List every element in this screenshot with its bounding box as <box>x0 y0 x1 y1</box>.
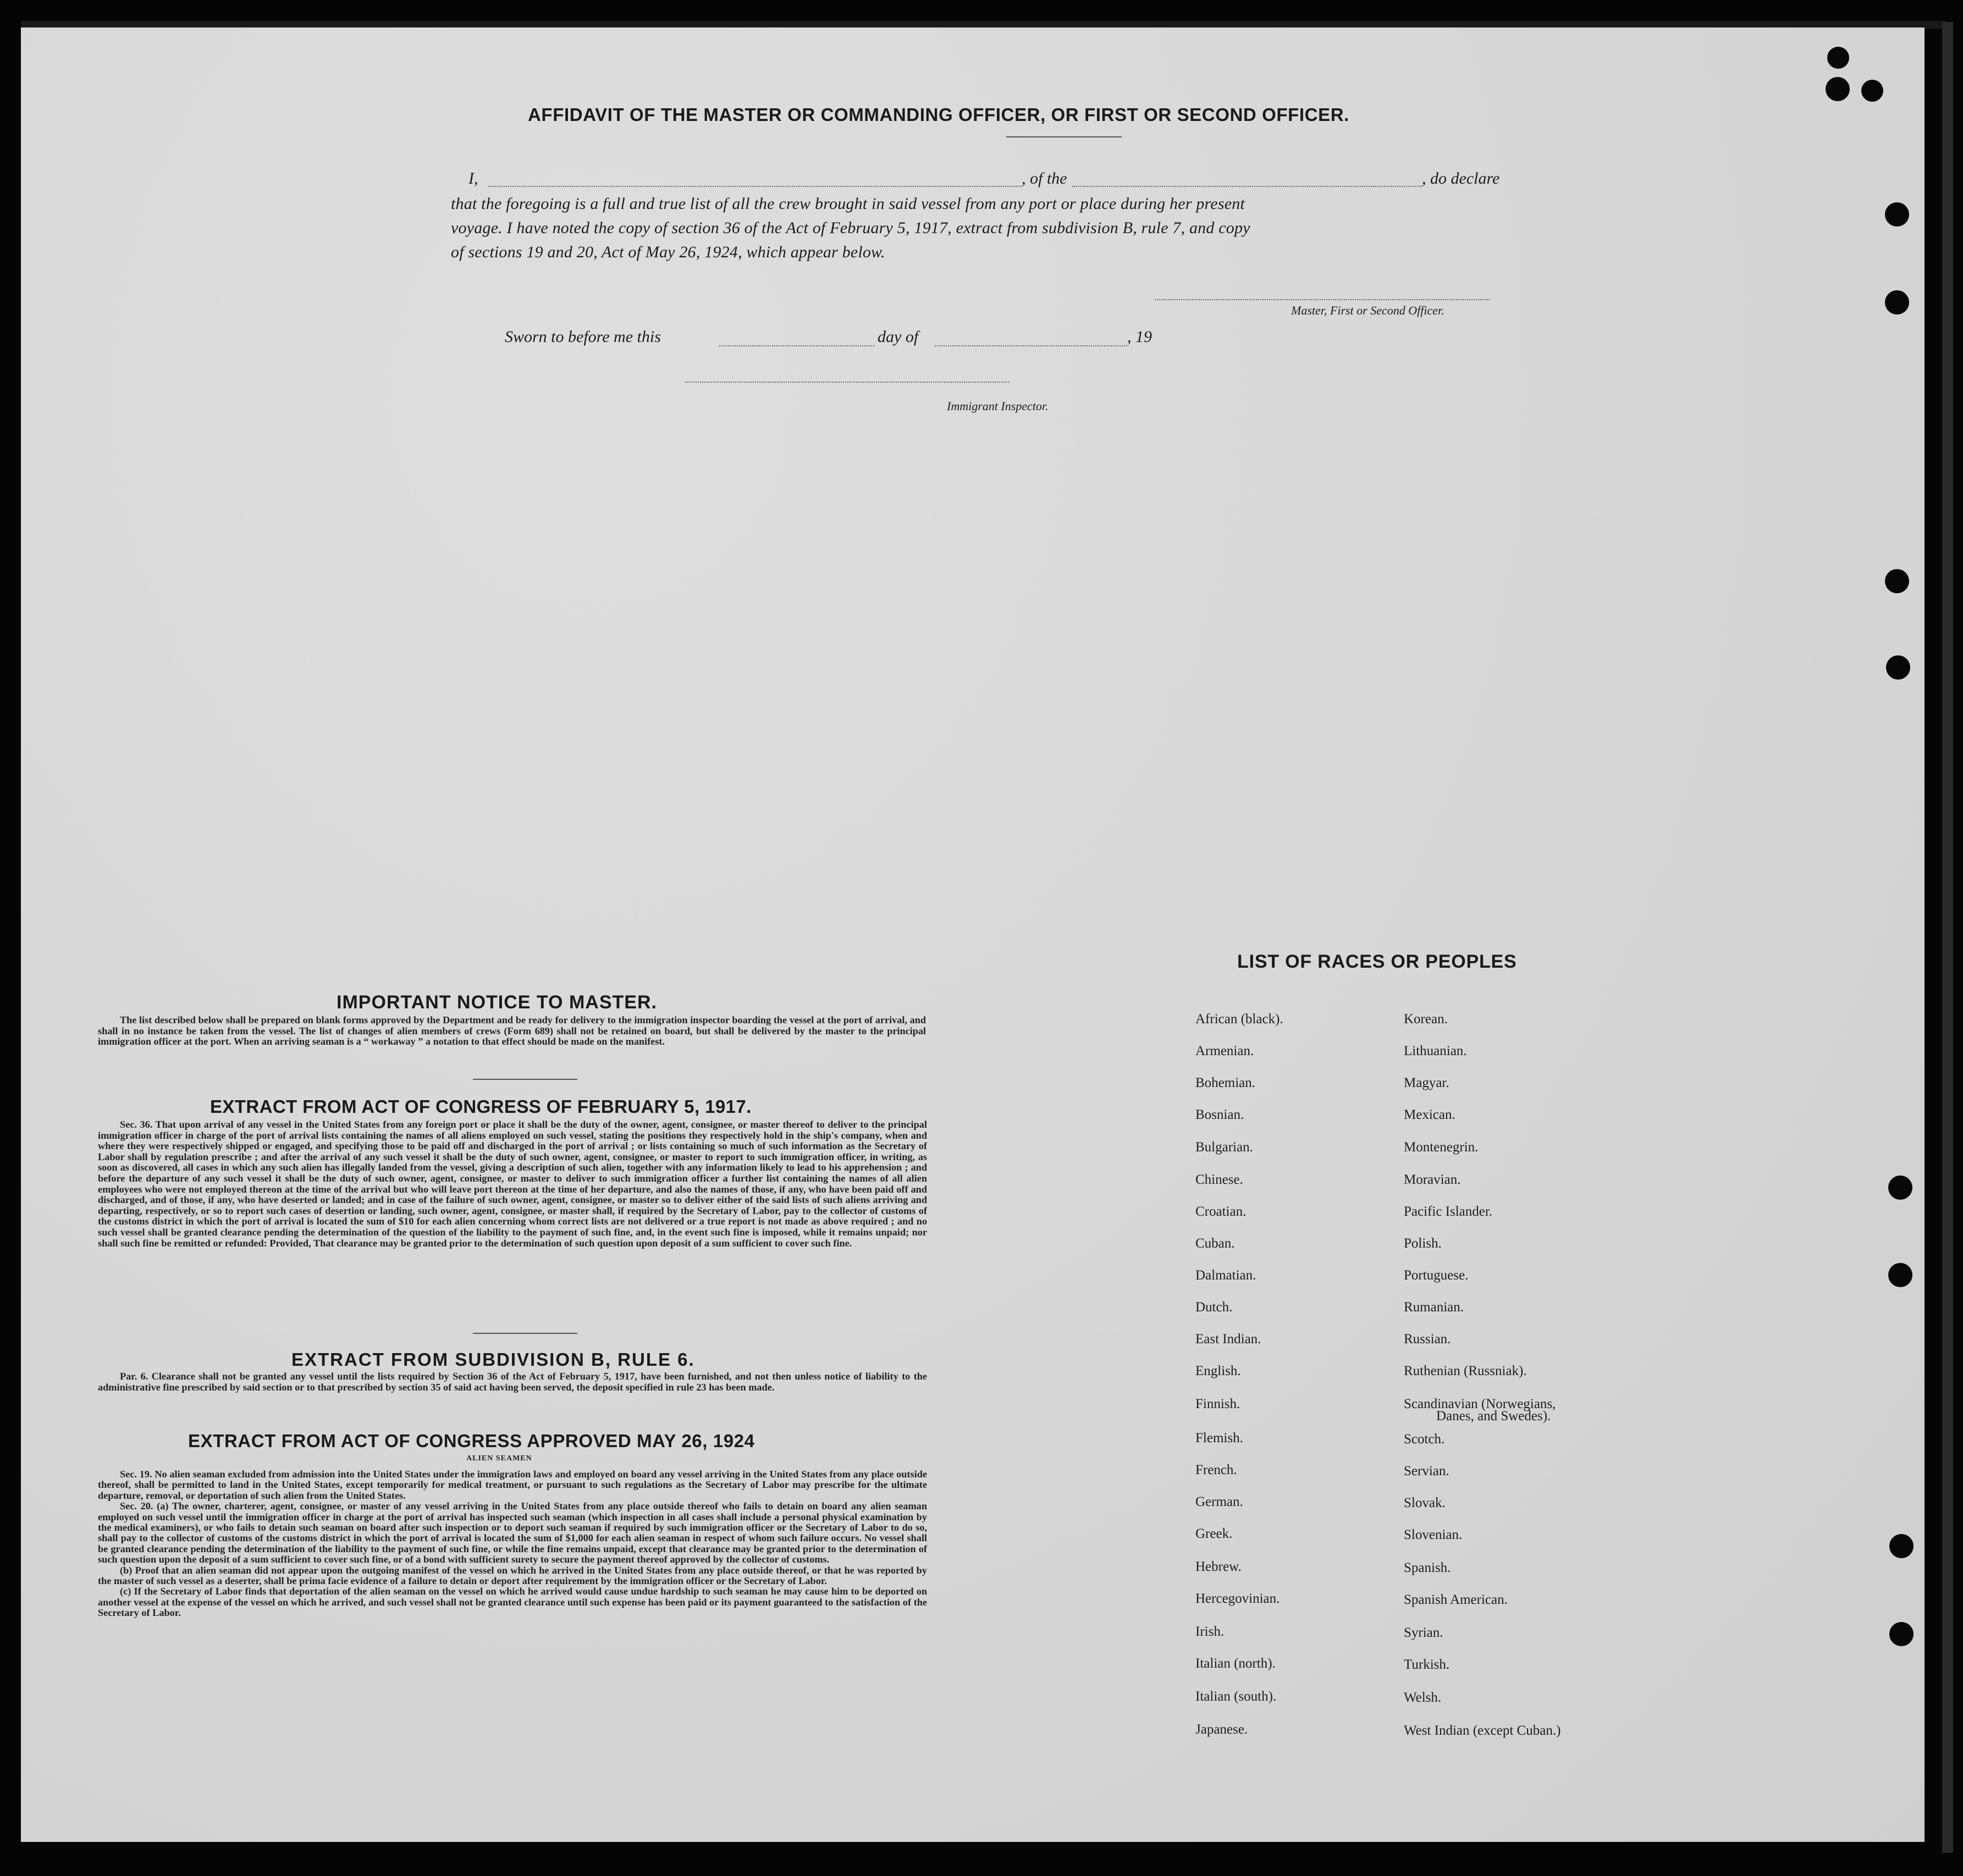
punch-hole <box>1889 1534 1914 1558</box>
race-item: German. <box>1195 1494 1243 1509</box>
alien-seamen-subtitle: ALIEN SEAMEN <box>466 1454 532 1463</box>
inspector-signature-field[interactable] <box>685 382 1009 383</box>
race-item: Servian. <box>1404 1464 1449 1478</box>
notice-rule <box>473 1079 577 1080</box>
race-item: Rumanian. <box>1404 1300 1464 1315</box>
race-item: Irish. <box>1195 1624 1225 1639</box>
notice-body <box>98 1015 926 1047</box>
race-item: Bohemian. <box>1195 1075 1256 1090</box>
affidavit-line-2: that the foregoing is a full and true list of all the crew brought in said vessel from any port or place during her present <box>451 195 1245 213</box>
punch-hole <box>1827 47 1849 69</box>
race-item: African (black). <box>1195 1012 1283 1027</box>
race-item: Slovenian. <box>1404 1527 1463 1542</box>
punch-hole <box>1826 77 1850 101</box>
sworn-year-label: , 19 <box>1127 328 1152 346</box>
race-item: Spanish American. <box>1404 1592 1508 1607</box>
race-item: Syrian. <box>1404 1625 1443 1640</box>
punch-hole <box>1886 655 1910 680</box>
race-item: West Indian (except Cuban.) <box>1404 1723 1561 1738</box>
race-item: Italian (north). <box>1195 1656 1276 1671</box>
race-item: Moravian. <box>1404 1172 1461 1187</box>
affidavit-i-label: I, <box>468 169 478 187</box>
extract-1924-body <box>98 1469 927 1619</box>
race-item: Scandinavian (Norwegians, <box>1404 1397 1556 1411</box>
affidavit-title: AFFIDAVIT OF THE MASTER OR COMMANDING OFFICER, OR FIRST OR SECOND OFFICER. <box>528 104 1349 125</box>
race-item: Cuban. <box>1195 1236 1235 1251</box>
race-item: Dutch. <box>1195 1300 1233 1315</box>
punch-hole <box>1885 290 1909 314</box>
sec-20b-text: (b) Proof that an alien seaman did not appear upon the outgoing manifest of the vessel on which he arrived in the United States from any place outside thereof, or that he was reported by the master of such vessel as a deserter, shall be prima facie evidence of a failure to detain or deport after requirement by the immigration officer or the Secretary of Labor. <box>98 1564 927 1587</box>
sec-36-text: Sec. 36. That upon arrival of any vessel in the United States from any foreign port or place it shall be the duty of the owner, agent, consignee, or master thereof to deliver to the principal immigration officer in charge of the port of arrival lists containing the names of all aliens employed on such vessel, stating the positions they respectively hold in the ship's company, when and where they were respectively shipped or engaged, and specifying those to be paid off and discharged in the port of arrival ; or lists containing so much of such information as the Secretary of Labor shall by regulation prescribe ; and after the arrival of any such vessel it shall be the duty of such owner, agent, consignee, or master to report to such immigration officer, in writing, as soon as discovered, all cases in which any such alien has illegally landed from the vessel, giving a description of such alien, together with any information likely to lead to his apprehension ; and before the departure of any such vessel it shall be the duty of such owner, agent, consignee, or master to deliver to such immigration officer a further list containing the names of all alien employees who were not employed thereon at the time of the arrival but who will leave port thereon at the time of her departure, and also the names of those, if any, who have been paid off and discharged, and of those, if any, who have deserted or landed; and in case of the failure of such owner, agent, consignee, or master so to deliver either of the said lists of such aliens arriving and departing, respectively, or so to report such cases of desertion or landing, such owner, agent, consignee, or master shall, if required by the Secretary of Labor, pay to the collector of customs of the customs district in which the port of arrival is located the sum of $10 for each alien concerning whom correct lists are not delivered or a true report is not made as above required ; and no such vessel shall be granted clearance pending the determination of the question of the liability to the payment of such fine, and, in the event such fine is imposed, while it remains unpaid; nor shall such fine be remitted or refunded: Provided, That clearance may be granted prior to the determination of such question upon deposit of a sum sufficient to cover such fine. <box>98 1119 927 1249</box>
race-item: Pacific Islander. <box>1404 1204 1493 1219</box>
do-declare-label: , do declare <box>1422 169 1500 187</box>
inspector-signature-label: Immigrant Inspector. <box>947 399 1049 413</box>
race-continuation: Danes, and Swedes). <box>1436 1409 1551 1423</box>
race-item: Finnish. <box>1195 1397 1240 1411</box>
punch-hole <box>1888 1263 1912 1287</box>
vessel-name-field[interactable] <box>1072 186 1422 187</box>
par-6-text: Par. 6. Clearance shall not be granted any vessel until the lists required by Section 36 of the Act of February 5, 1917, have been furnished, and not then unless notice of liability to the administrative fine prescribed by said section or to that prescribed by section 35 of said act having been served, the deposit specified in rule 23 has been made. <box>98 1371 927 1393</box>
notice-title: IMPORTANT NOTICE TO MASTER. <box>337 992 657 1013</box>
punch-hole <box>1889 1622 1914 1646</box>
punch-hole <box>1888 1176 1912 1200</box>
name-field[interactable] <box>488 186 1022 187</box>
extract-1917-rule <box>473 1333 577 1334</box>
sec-19-text: Sec. 19. No alien seaman excluded from admission into the United States under the immigration laws and employed on board any vessel arriving in the United States from any place outside thereof, shall be permitted to land in the United States, except temporarily for medical treatment, or pursuant to such regulations as the Secretary of Labor may prescribe for the ultimate departure, removal, or deportation of such alien from the United States. <box>98 1469 927 1501</box>
extract-rule6-title: EXTRACT FROM SUBDIVISION B, RULE 6. <box>291 1349 695 1370</box>
sec-20c-text: (c) If the Secretary of Labor finds that deportation of the alien seaman on the vessel on which he arrived would cause undue hardship to such seaman he may cause him to be deported on another vessel at the expense of the vessel on which he arrived, and such vessel shall not be granted clearance until such expense has been paid or its payment guaranteed to the satisfaction of the Secretary of Labor. <box>98 1586 927 1619</box>
race-item: Dalmatian. <box>1195 1268 1256 1283</box>
master-signature-label: Master, First or Second Officer. <box>1291 304 1444 317</box>
race-item: English. <box>1195 1364 1241 1378</box>
race-item: East Indian. <box>1195 1332 1261 1347</box>
race-item: Mexican. <box>1404 1107 1455 1122</box>
race-item: Polish. <box>1404 1236 1442 1251</box>
race-item: Lithuanian. <box>1404 1044 1467 1058</box>
race-item: Russian. <box>1404 1332 1451 1347</box>
race-item: Korean. <box>1404 1012 1448 1027</box>
race-item: Montenegrin. <box>1404 1140 1479 1155</box>
punch-hole <box>1861 80 1883 102</box>
races-title: LIST OF RACES OR PEOPLES <box>1237 951 1517 972</box>
race-item: Ruthenian (Russniak). <box>1404 1364 1527 1378</box>
race-item: Bosnian. <box>1195 1107 1244 1122</box>
race-item: Chinese. <box>1195 1172 1243 1187</box>
race-item: Slovak. <box>1404 1496 1446 1510</box>
extract-1917-body <box>98 1119 927 1249</box>
race-item: Armenian. <box>1195 1044 1254 1058</box>
race-item: French. <box>1195 1463 1237 1477</box>
affidavit-line-4: of sections 19 and 20, Act of May 26, 1924, which appear below. <box>451 243 885 261</box>
of-the-label: , of the <box>1022 169 1067 187</box>
race-item: Spanish. <box>1404 1560 1451 1575</box>
race-item: Croatian. <box>1195 1204 1247 1219</box>
race-item: Turkish. <box>1404 1657 1450 1672</box>
race-item: Scotch. <box>1404 1432 1445 1447</box>
page-right-edge <box>1942 22 1953 1853</box>
race-item: Welsh. <box>1404 1690 1442 1705</box>
race-item: Hercegovinian. <box>1195 1591 1280 1606</box>
race-item: Japanese. <box>1195 1722 1248 1737</box>
race-item: Portuguese. <box>1404 1268 1469 1283</box>
sworn-day-of-label: day of <box>878 328 919 346</box>
race-item: Hebrew. <box>1195 1559 1242 1574</box>
punch-hole <box>1885 569 1909 593</box>
race-item: Bulgarian. <box>1195 1140 1253 1155</box>
sworn-prefix: Sworn to before me this <box>505 328 661 346</box>
extract-1917-title: EXTRACT FROM ACT OF CONGRESS OF FEBRUARY 5, 1917. <box>210 1096 752 1117</box>
race-item: Magyar. <box>1404 1075 1449 1090</box>
affidavit-line-3: voyage. I have noted the copy of section 36 of the Act of February 5, 1917, extract from subdivision B, rule 7, and copy <box>451 219 1250 237</box>
punch-hole <box>1885 202 1909 227</box>
race-item: Greek. <box>1195 1526 1233 1541</box>
sec-20a-text: Sec. 20. (a) The owner, charterer, agent, consignee, or master of any vessel arriving in the United States from any place outside thereof who fails to detain on board any alien seaman employed on such vessel until the immigration officer in charge at the port of arrival has inspected such seaman (which inspection in all cases shall include a personal physical examination by the medical examiners), or who fails to detain such seaman on board after such inspection or to deport such seaman if required by such immigration officer or the Secretary of Labor to do so, shall pay to the collector of customs of the customs district in which the port of arrival is located the sum of $1,000 for each alien seaman in respect of whom such failure occurs. No vessel shall be granted clearance pending the determination of the liability to the payment of such fine, or while the fine remains unpaid, except that clearance may be granted prior to the determination of such question upon the deposit of a sum sufficient to cover such fine, or of a bond with sufficient surety to secure the payment thereof approved by the collector of customs. <box>98 1500 927 1565</box>
extract-rule6-body <box>98 1371 927 1393</box>
master-signature-field[interactable] <box>1155 299 1490 300</box>
notice-text: The list described below shall be prepared on blank forms approved by the Department and be ready for delivery to the immigration inspector boarding the vessel at the port of arrival, and shall in no instance be taken from the vessel. The list of changes of alien members of crews (Form 689) shall not be retained on board, but shall be delivered by the master to the principal immigration officer at the port. When an arriving seaman is a “ workaway ” a notation to that effect should be made on the manifest. <box>98 1014 926 1047</box>
race-item: Italian (south). <box>1195 1689 1277 1704</box>
race-item: Flemish. <box>1195 1431 1243 1445</box>
extract-1924-title: EXTRACT FROM ACT OF CONGRESS APPROVED MAY 26, 1924 <box>188 1431 755 1451</box>
sworn-day-field[interactable] <box>719 345 874 346</box>
sworn-month-field[interactable] <box>935 345 1127 346</box>
affidavit-title-rule <box>1006 136 1122 137</box>
